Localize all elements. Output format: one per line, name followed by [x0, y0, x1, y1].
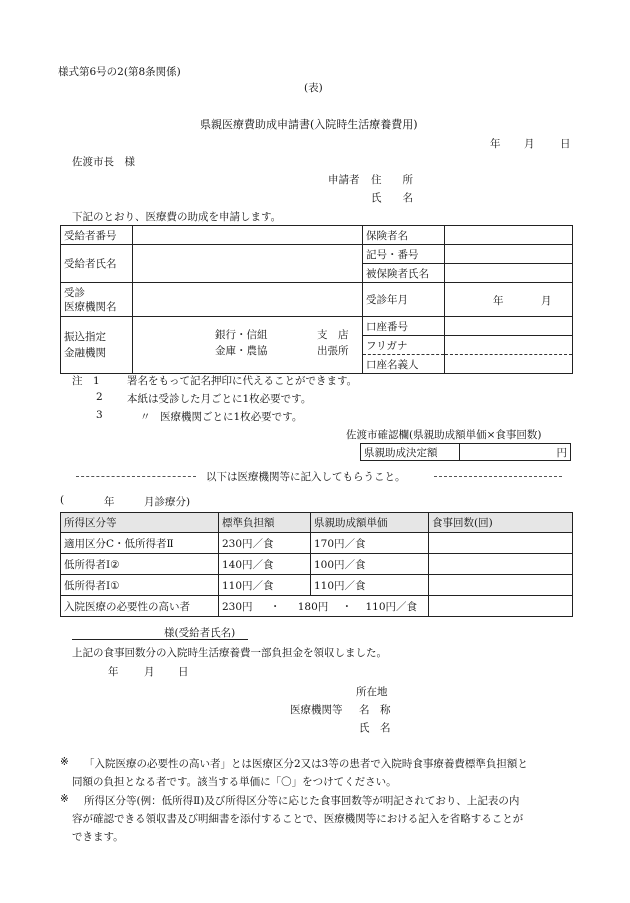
- confirm-amount-field[interactable]: [460, 444, 571, 461]
- furigana-label: フリガナ: [363, 336, 445, 355]
- fee-cell: 入院医療の必要性の高い者: [61, 596, 219, 617]
- period-year: 年: [104, 496, 115, 508]
- note-2-text: 本紙は受診した月ごとに1枚必要です。: [127, 393, 312, 405]
- clinic-field[interactable]: [133, 283, 363, 317]
- high-need-rates[interactable]: [219, 596, 429, 617]
- fee-table: [60, 512, 573, 617]
- note-1-text: 署名をもって記名押印に代えることができます。: [127, 375, 358, 387]
- receipt-year: 年: [108, 666, 119, 678]
- visit-month-field[interactable]: [445, 283, 573, 317]
- bank-label: [61, 317, 133, 374]
- institution-name-label: 名 称: [359, 704, 391, 716]
- bank-type-2: 金庫・農協: [215, 345, 268, 357]
- fee-header: 標準負担額: [219, 513, 311, 533]
- footnote-2-mark: ※: [60, 793, 69, 805]
- rate-230[interactable]: 230円: [222, 600, 253, 613]
- insured-person-label: 被保険者氏名: [363, 264, 445, 283]
- recipient-no-label: 受給者番号: [61, 226, 133, 245]
- confirm-table: [360, 443, 571, 461]
- date-year: 年: [490, 138, 501, 150]
- footnote-2-line1: 所得区分等(例：低所得Ⅱ)及び所得区分等に応じた食事回数等が明記されており、上記表の内: [84, 795, 520, 807]
- insurer-name-field[interactable]: [445, 226, 573, 245]
- institution-label: 医療機関等: [290, 704, 343, 716]
- rate-180[interactable]: 180円: [297, 600, 329, 613]
- separator-text: 以下は医療機関等に記入してもらうこと。: [206, 471, 406, 483]
- institution-address-label: 所在地: [356, 686, 388, 698]
- bank-field[interactable]: [133, 317, 363, 374]
- recipient-name-label: 受給者氏名: [61, 245, 133, 283]
- fee-cell: 低所得者Ⅰ②: [61, 554, 219, 575]
- furigana-field[interactable]: [445, 336, 573, 355]
- date-day: 日: [560, 138, 571, 150]
- meal-count-field[interactable]: [429, 533, 573, 554]
- separator-line-right: [434, 476, 562, 477]
- footnote-1-line1: 「入院医療の必要性の高い者」とは医療区分2又は3等の患者で入院時食事療養費標準負担額と: [84, 758, 528, 770]
- confirm-heading: 佐渡市確認欄(県親助成額単価×食事回数): [346, 429, 542, 441]
- fee-cell: 適用区分C・低所得者Ⅱ: [61, 533, 219, 554]
- fee-header: 食事回数(回): [429, 513, 573, 533]
- meal-count-field[interactable]: [429, 554, 573, 575]
- account-holder-label: 口座名義人: [363, 355, 445, 374]
- visit-month-unit: 月: [541, 295, 552, 307]
- fee-cell: 100円／食: [311, 554, 429, 575]
- receipt-text: 上記の食事回数分の入院時生活療養費一部負担金を領収しました。: [72, 647, 387, 659]
- confirm-label: 県親助成決定額: [361, 444, 460, 461]
- footnote-1-line2: 同額の負担となる者です。該当する単価に「〇」をつけてください。: [72, 776, 397, 788]
- account-holder-field[interactable]: [445, 355, 573, 374]
- rate-dot: ・: [341, 600, 353, 613]
- applicant-address-label: 住 所: [371, 174, 413, 186]
- clinic-label-line1: 受診: [64, 286, 85, 299]
- symbol-no-field[interactable]: [445, 245, 573, 264]
- fee-cell: 140円／食: [219, 554, 311, 575]
- recipient-no-field[interactable]: [133, 226, 363, 245]
- meal-count-field[interactable]: [429, 575, 573, 596]
- note-1-no: 注 1: [72, 375, 100, 387]
- branch-type-2: 出張所: [317, 345, 349, 357]
- note-3-text: 医療機関ごとに1枚必要です。: [160, 411, 303, 423]
- clinic-label: [61, 283, 133, 317]
- bank-label-line2: 金融機関: [64, 347, 106, 359]
- meal-count-field[interactable]: [429, 596, 573, 617]
- recipient-sama: 様(受給者氏名): [164, 627, 236, 639]
- period-month: 月診療分): [144, 496, 191, 508]
- note-3-no: 3: [96, 409, 103, 421]
- period-open: (: [60, 494, 65, 506]
- intro-text: 下記のとおり、医療費の助成を申請します。: [72, 211, 282, 223]
- separator-line-left: [76, 476, 196, 477]
- visit-month-label: 受診年月: [363, 283, 445, 317]
- insured-person-field[interactable]: [445, 264, 573, 283]
- applicant-name-label: 氏 名: [371, 192, 413, 204]
- bank-label-line1: 振込指定: [64, 331, 106, 343]
- fee-cell: 110円／食: [311, 575, 429, 596]
- footnote-1-mark: ※: [60, 756, 69, 768]
- symbol-no-label: 記号・番号: [363, 245, 445, 264]
- fee-header: 県親助成額単価: [311, 513, 429, 533]
- addressee: 佐渡市長 様: [72, 156, 135, 168]
- rate-110[interactable]: 110円／食: [365, 600, 418, 613]
- visit-year-unit: 年: [493, 295, 504, 307]
- footnote-2-line3: できます。: [72, 831, 124, 843]
- application-table: [60, 225, 573, 374]
- account-no-label: 口座番号: [363, 317, 445, 336]
- receipt-day: 日: [178, 666, 189, 678]
- fee-cell: 110円／食: [219, 575, 311, 596]
- footnote-2-line2: 容が確認できる領収書及び明細書を添付することで、医療機関等における記入を省略することが: [72, 813, 524, 825]
- note-2-no: 2: [96, 391, 103, 403]
- fee-cell: 低所得者Ⅰ①: [61, 575, 219, 596]
- note-3-ditto: 〃: [140, 411, 151, 423]
- bank-type-1: 銀行・信組: [215, 329, 268, 341]
- clinic-label-line2: 医療機関名: [64, 300, 117, 313]
- recipient-name-field[interactable]: [133, 245, 363, 283]
- insurer-name-label: 保険者名: [363, 226, 445, 245]
- page-title: 県親医療費助成申請書(入院時生活療養費用): [200, 118, 418, 131]
- receipt-month: 月: [144, 666, 155, 678]
- applicant-label: 申請者: [328, 174, 360, 186]
- account-no-field[interactable]: [445, 317, 573, 336]
- form-number: 様式第6号の2(第8条関係): [58, 66, 181, 78]
- fee-cell: 230円／食: [219, 533, 311, 554]
- side-label: (表): [304, 82, 323, 94]
- date-month: 月: [524, 138, 535, 150]
- branch-type-1: 支 店: [317, 329, 349, 341]
- rate-dot: ・: [269, 600, 281, 613]
- fee-cell: 170円／食: [311, 533, 429, 554]
- fee-header: 所得区分等: [61, 513, 219, 533]
- confirm-unit: 円: [556, 446, 567, 459]
- institution-person-label: 氏 名: [359, 722, 391, 734]
